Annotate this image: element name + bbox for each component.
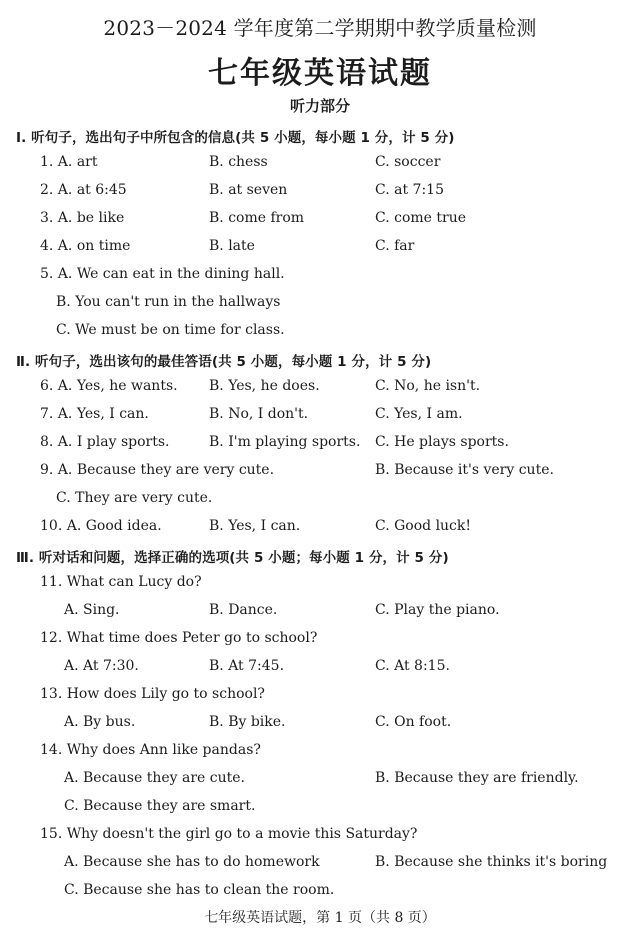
section-2-heading: Ⅱ. 听句子，选出该句的最佳答语(共 5 小题，每小题 1 分，计 5 分) [16,354,432,370]
option-c: C. No, he isn't. [375,378,481,394]
question-text: 11. What can Lucy do? [40,574,202,590]
page-footer: 七年级英语试题，第 1 页（共 8 页） [204,910,436,926]
option-b: B. At 7:45. [209,658,285,674]
option-b: B. late [209,238,255,254]
question-stem [0,686,640,708]
option-a: 1. A. art [40,154,98,170]
option-a: 3. A. be like [40,210,125,226]
option-c: C. at 7:15 [375,182,444,198]
option-b: B. No, I don't. [209,406,309,422]
option-c: C. They are very cute. [56,490,213,506]
option-c: C. Good luck! [375,518,472,534]
question-row [0,798,640,820]
question-row [0,518,640,540]
question-text: 15. Why doesn't the girl go to a movie this Saturday? [40,826,418,842]
question-row [0,462,640,484]
option-a: A. Sing. [64,602,120,618]
option-b: B. Because they are friendly. [375,770,579,786]
question-row [0,406,640,428]
question-text: 14. Why does Ann like pandas? [40,742,261,758]
question-row [0,882,640,904]
section-3-heading: Ⅲ. 听对话和问题，选择正确的选项(共 5 小题；每小题 1 分，计 5 分) [16,550,449,566]
question-row [0,854,640,876]
option-c: C. Because she has to clean the room. [64,882,335,898]
section-1-heading: Ⅰ. 听句子，选出句子中所包含的信息(共 5 小题，每小题 1 分，计 5 分) [16,130,455,146]
question-row [0,294,640,316]
option-b: B. By bike. [209,714,286,730]
option-c: C. Yes, I am. [375,406,463,422]
paper-title: 七年级英语试题 [208,56,432,91]
question-row [0,210,640,232]
option-b: B. Yes, I can. [209,518,301,534]
option-b: B. chess [209,154,268,170]
question-row [0,266,640,288]
option-b: B. Because it's very cute. [375,462,554,478]
option-a: 6. A. Yes, he wants. [40,378,178,394]
option-a: 9. A. Because they are very cute. [40,462,275,478]
option-b: B. Yes, he does. [209,378,320,394]
question-row [0,434,640,456]
exam-header: 2023－2024 学年度第二学期期中教学质量检测 [103,16,537,40]
question-row [0,378,640,400]
option-a: 8. A. I play sports. [40,434,170,450]
option-c: C. Play the piano. [375,602,500,618]
option-c: C. come true [375,210,467,226]
option-a: A. By bus. [64,714,136,730]
question-row [0,154,640,176]
option-c: C. far [375,238,415,254]
option-c: C. Because they are smart. [64,798,256,814]
option-a: 2. A. at 6:45 [40,182,127,198]
question-row [0,182,640,204]
option-b: B. at seven [209,182,288,198]
question-row [0,602,640,624]
question-row [0,490,640,512]
question-text: 12. What time does Peter go to school? [40,630,318,646]
option-b: B. Because she thinks it's boring [375,854,608,870]
option-c: C. soccer [375,154,441,170]
question-row [0,238,640,260]
option-b: B. I'm playing sports. [209,434,361,450]
option-c: C. At 8:15. [375,658,450,674]
option-a: A. At 7:30. [64,658,139,674]
option-b: B. Dance. [209,602,278,618]
option-a: A. Because they are cute. [64,770,245,786]
question-row [0,322,640,344]
question-stem [0,826,640,848]
option-a: 7. A. Yes, I can. [40,406,149,422]
question-row [0,658,640,680]
option-a: 4. A. on time [40,238,131,254]
option-c: C. On foot. [375,714,452,730]
option-b: B. You can't run in the hallways [56,294,281,310]
option-c: C. He plays sports. [375,434,509,450]
question-stem [0,630,640,652]
option-b: B. come from [209,210,305,226]
question-text: 13. How does Lily go to school? [40,686,265,702]
option-c: C. We must be on time for class. [56,322,285,338]
option-a: 10. A. Good idea. [40,518,162,534]
question-stem [0,742,640,764]
part-title: 听力部分 [289,97,350,115]
question-row [0,770,640,792]
question-row [0,714,640,736]
question-stem [0,574,640,596]
option-a: 5. A. We can eat in the dining hall. [40,266,285,282]
option-a: A. Because she has to do homework [64,854,320,870]
